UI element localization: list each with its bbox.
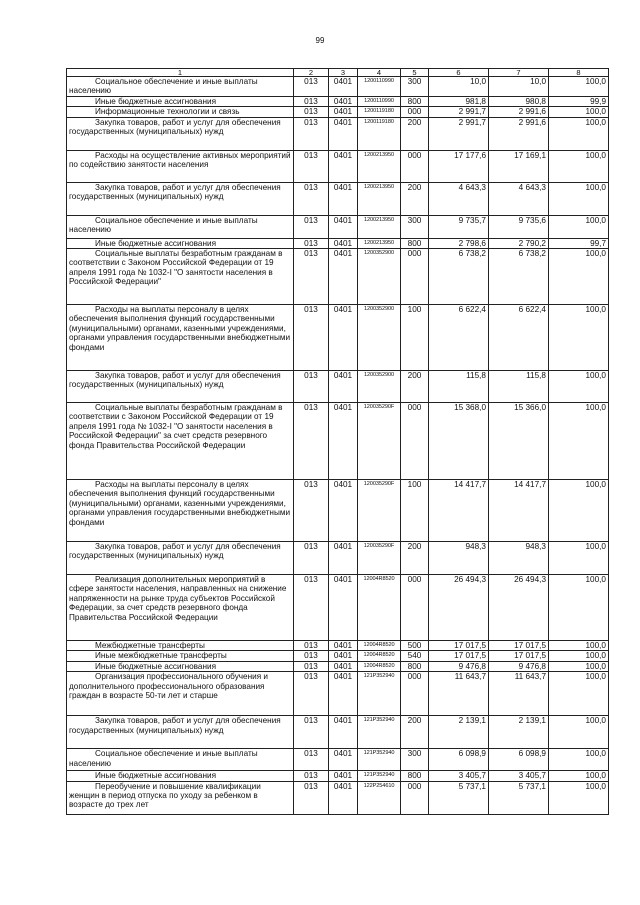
target-article-cell: 121P352940 [358,749,401,771]
target-article-cell: 1200110990 [358,77,401,97]
section-code-cell: 0401 [329,661,358,671]
table-row [67,117,609,150]
table-row [67,238,609,248]
table-row [67,403,609,480]
grbs-code-cell: 013 [294,651,329,661]
table-row [67,716,609,749]
section-code-cell: 0401 [329,480,358,542]
planned-amount-cell: 981,8 [429,96,489,106]
planned-amount-cell: 5 737,1 [429,781,489,814]
target-article-cell: 122P254610 [358,781,401,814]
section-code-cell: 0401 [329,150,358,182]
expense-type-cell: 200 [401,182,429,215]
execution-percent-cell: 100,0 [549,651,609,661]
item-name: Реализация дополнительных мероприятий в сфере занятости населения, направленных на снижение напряженности на рынке труда субъектов Российской Федерации, за счет средств резервного фонда Правительства Российской Федерации [69,575,287,622]
item-name: Иные бюджетные ассигнования [95,238,217,248]
section-code-cell: 0401 [329,182,358,215]
executed-amount-cell: 4 643,3 [489,182,549,215]
target-article-cell: 120035290F [358,480,401,542]
target-article-cell: 1200119180 [358,107,401,117]
target-article-cell: 12004R8520 [358,641,401,651]
section-code-cell: 0401 [329,542,358,575]
item-name-cell [67,182,294,215]
grbs-code-cell: 013 [294,305,329,371]
section-code-cell: 0401 [329,96,358,106]
execution-percent-cell: 100,0 [549,182,609,215]
item-name: Межбюджетные трансферты [95,641,205,651]
table-row [67,215,609,238]
table-row [67,661,609,671]
expense-type-cell: 000 [401,107,429,117]
table-row [67,771,609,781]
execution-percent-cell: 100,0 [549,672,609,716]
table-row [67,96,609,106]
header-cell: 2 [294,69,329,77]
planned-amount-cell: 11 643,7 [429,672,489,716]
table-row [67,305,609,371]
header-cell: 4 [358,69,401,77]
item-name: Расходы на осуществление активных мероприятий по содействию занятости населения [69,150,291,170]
execution-percent-cell: 99,9 [549,96,609,106]
item-name-cell [67,249,294,305]
item-name-cell [67,672,294,716]
execution-percent-cell: 100,0 [549,403,609,480]
expense-type-cell: 000 [401,249,429,305]
execution-percent-cell: 100,0 [549,305,609,371]
item-name: Иные бюджетные ассигнования [95,661,217,671]
expense-type-cell: 800 [401,771,429,781]
execution-percent-cell: 100,0 [549,661,609,671]
item-name-cell [67,771,294,781]
section-code-cell: 0401 [329,771,358,781]
target-article-cell: 1200213950 [358,238,401,248]
item-name-cell [67,77,294,97]
executed-amount-cell: 115,8 [489,371,549,403]
execution-percent-cell: 100,0 [549,117,609,150]
execution-percent-cell: 100,0 [549,77,609,97]
target-article-cell: 12004R8520 [358,661,401,671]
item-name-cell [67,107,294,117]
executed-amount-cell: 2 139,1 [489,716,549,749]
planned-amount-cell: 2 139,1 [429,716,489,749]
item-name: Закупка товаров, работ и услуг для обеспечения государственных (муниципальных) нужд [69,117,281,137]
target-article-cell: 1200119180 [358,117,401,150]
execution-percent-cell: 100,0 [549,215,609,238]
table-row [67,480,609,542]
table-row [67,107,609,117]
planned-amount-cell: 6 098,9 [429,749,489,771]
expense-type-cell: 300 [401,77,429,97]
execution-percent-cell: 99,7 [549,238,609,248]
expense-type-cell: 000 [401,672,429,716]
planned-amount-cell: 4 643,3 [429,182,489,215]
executed-amount-cell: 5 737,1 [489,781,549,814]
item-name: Иные бюджетные ассигнования [95,771,217,781]
section-code-cell: 0401 [329,716,358,749]
planned-amount-cell: 2 798,6 [429,238,489,248]
table-row [67,371,609,403]
section-code-cell: 0401 [329,749,358,771]
page-number: 99 [315,36,325,45]
header-cell: 3 [329,69,358,77]
executed-amount-cell: 10,0 [489,77,549,97]
grbs-code-cell: 013 [294,641,329,651]
grbs-code-cell: 013 [294,480,329,542]
executed-amount-cell: 17 017,5 [489,651,549,661]
planned-amount-cell: 26 494,3 [429,575,489,641]
item-name-cell [67,403,294,480]
section-code-cell: 0401 [329,672,358,716]
execution-percent-cell: 100,0 [549,575,609,641]
item-name-cell [67,651,294,661]
planned-amount-cell: 948,3 [429,542,489,575]
planned-amount-cell: 9 735,7 [429,215,489,238]
target-article-cell: 1200352900 [358,371,401,403]
executed-amount-cell: 2 991,6 [489,107,549,117]
table-row [67,651,609,661]
execution-percent-cell: 100,0 [549,371,609,403]
item-name: Закупка товаров, работ и услуг для обеспечения государственных (муниципальных) нужд [69,371,281,390]
target-article-cell: 1200110990 [358,96,401,106]
table-row [67,749,609,771]
planned-amount-cell: 2 991,7 [429,107,489,117]
execution-percent-cell: 100,0 [549,107,609,117]
planned-amount-cell: 14 417,7 [429,480,489,542]
executed-amount-cell: 2 991,6 [489,117,549,150]
execution-percent-cell: 100,0 [549,781,609,814]
target-article-cell: 1200213950 [358,182,401,215]
expense-type-cell: 540 [401,651,429,661]
expense-type-cell: 100 [401,480,429,542]
item-name: Закупка товаров, работ и услуг для обеспечения государственных (муниципальных) нужд [69,182,281,202]
table-row [67,77,609,97]
target-article-cell: 1200352900 [358,305,401,371]
executed-amount-cell: 17 169,1 [489,150,549,182]
column-number-row [67,69,609,77]
planned-amount-cell: 6 622,4 [429,305,489,371]
grbs-code-cell: 013 [294,215,329,238]
grbs-code-cell: 013 [294,182,329,215]
item-name: Социальное обеспечение и иные выплаты населению [69,749,258,768]
expense-type-cell: 000 [401,781,429,814]
expense-type-cell: 200 [401,371,429,403]
executed-amount-cell: 26 494,3 [489,575,549,641]
execution-percent-cell: 100,0 [549,749,609,771]
expense-type-cell: 500 [401,641,429,651]
item-name: Иные межбюджетные трансферты [95,651,227,661]
grbs-code-cell: 013 [294,716,329,749]
planned-amount-cell: 17 177,6 [429,150,489,182]
item-name-cell [67,749,294,771]
grbs-code-cell: 013 [294,96,329,106]
section-code-cell: 0401 [329,305,358,371]
table-row [67,672,609,716]
executed-amount-cell: 17 017,5 [489,641,549,651]
item-name-cell [67,641,294,651]
table-row [67,542,609,575]
grbs-code-cell: 013 [294,107,329,117]
expense-type-cell: 200 [401,716,429,749]
header-cell: 6 [429,69,489,77]
section-code-cell: 0401 [329,249,358,305]
grbs-code-cell: 013 [294,542,329,575]
target-article-cell: 1200213950 [358,215,401,238]
item-name: Информационные технологии и связь [95,107,240,117]
item-name-cell [67,716,294,749]
item-name: Закупка товаров, работ и услуг для обеспечения государственных (муниципальных) нужд [69,716,281,735]
planned-amount-cell: 3 405,7 [429,771,489,781]
section-code-cell: 0401 [329,403,358,480]
executed-amount-cell: 11 643,7 [489,672,549,716]
grbs-code-cell: 013 [294,371,329,403]
section-code-cell: 0401 [329,215,358,238]
section-code-cell: 0401 [329,238,358,248]
execution-percent-cell: 100,0 [549,480,609,542]
target-article-cell: 120035290F [358,542,401,575]
section-code-cell: 0401 [329,641,358,651]
item-name-cell [67,661,294,671]
executed-amount-cell: 6 738,2 [489,249,549,305]
executed-amount-cell: 9 735,6 [489,215,549,238]
section-code-cell: 0401 [329,371,358,403]
expense-type-cell: 300 [401,215,429,238]
section-code-cell: 0401 [329,77,358,97]
expense-type-cell: 000 [401,150,429,182]
target-article-cell: 12004R8520 [358,575,401,641]
target-article-cell: 121P352940 [358,716,401,749]
grbs-code-cell: 013 [294,77,329,97]
expense-type-cell: 200 [401,117,429,150]
execution-percent-cell: 100,0 [549,249,609,305]
grbs-code-cell: 013 [294,238,329,248]
item-name: Закупка товаров, работ и услуг для обеспечения государственных (муниципальных) нужд [69,542,281,561]
execution-percent-cell: 100,0 [549,542,609,575]
execution-percent-cell: 100,0 [549,771,609,781]
item-name: Переобучение и повышение квалификации женщин в период отпуска по уходу за ребенком в возрасте до трех лет [69,781,261,810]
item-name-cell [67,575,294,641]
item-name-cell [67,305,294,371]
section-code-cell: 0401 [329,107,358,117]
table-row [67,150,609,182]
section-code-cell: 0401 [329,575,358,641]
table-row [67,249,609,305]
section-code-cell: 0401 [329,781,358,814]
planned-amount-cell: 9 476,8 [429,661,489,671]
grbs-code-cell: 013 [294,117,329,150]
grbs-code-cell: 013 [294,749,329,771]
header-cell: 7 [489,69,549,77]
execution-percent-cell: 100,0 [549,641,609,651]
executed-amount-cell: 15 366,0 [489,403,549,480]
item-name: Расходы на выплаты персоналу в целях обеспечения выполнения функций государственными (муниципальными) органами, казенными учреждениями, органами управления государственными внебюджетными фондами [69,480,291,527]
executed-amount-cell: 2 790,2 [489,238,549,248]
item-name-cell [67,542,294,575]
planned-amount-cell: 17 017,5 [429,641,489,651]
executed-amount-cell: 6 622,4 [489,305,549,371]
planned-amount-cell: 15 368,0 [429,403,489,480]
planned-amount-cell: 10,0 [429,77,489,97]
executed-amount-cell: 6 098,9 [489,749,549,771]
item-name: Социальное обеспечение и иные выплаты населению [69,77,258,96]
grbs-code-cell: 013 [294,403,329,480]
target-article-cell: 121P352940 [358,672,401,716]
table-row [67,575,609,641]
item-name: Социальные выплаты безработным гражданам в соответствии с Законом Российской Федерации от 19 апреля 1991 года № 1032-I "О занятости населения в Российской Федерации" за счет средств резервного фонда Правительства Российской Федерации [69,403,283,450]
expense-type-cell: 200 [401,542,429,575]
execution-percent-cell: 100,0 [549,716,609,749]
item-name-cell [67,150,294,182]
item-name-cell [67,215,294,238]
grbs-code-cell: 013 [294,781,329,814]
expense-type-cell: 100 [401,305,429,371]
executed-amount-cell: 980,8 [489,96,549,106]
target-article-cell: 12004R8520 [358,651,401,661]
planned-amount-cell: 6 738,2 [429,249,489,305]
expense-type-cell: 000 [401,575,429,641]
grbs-code-cell: 013 [294,575,329,641]
executed-amount-cell: 3 405,7 [489,771,549,781]
expense-type-cell: 800 [401,238,429,248]
execution-percent-cell: 100,0 [549,150,609,182]
expense-type-cell: 800 [401,661,429,671]
item-name-cell [67,96,294,106]
executed-amount-cell: 948,3 [489,542,549,575]
item-name: Расходы на выплаты персоналу в целях обеспечения выполнения функций государственными (муниципальными) органами, казенными учреждениями, органами управления государственными внебюджетными фондами [69,305,291,352]
section-code-cell: 0401 [329,651,358,661]
grbs-code-cell: 013 [294,771,329,781]
item-name-cell [67,480,294,542]
planned-amount-cell: 115,8 [429,371,489,403]
expense-type-cell: 300 [401,749,429,771]
grbs-code-cell: 013 [294,672,329,716]
executed-amount-cell: 14 417,7 [489,480,549,542]
section-code-cell: 0401 [329,117,358,150]
grbs-code-cell: 013 [294,150,329,182]
header-cell: 1 [67,69,294,77]
header-cell: 5 [401,69,429,77]
planned-amount-cell: 2 991,7 [429,117,489,150]
target-article-cell: 120035290F [358,403,401,480]
executed-amount-cell: 9 476,8 [489,661,549,671]
target-article-cell: 1200352900 [358,249,401,305]
item-name-cell [67,371,294,403]
grbs-code-cell: 013 [294,661,329,671]
table-row [67,781,609,814]
item-name: Социальные выплаты безработным гражданам в соответствии с Законом Российской Федерации от 19 апреля 1991 года № 1032-I "О занятости населения в Российской Федерации" [69,249,283,287]
budget-table [66,68,609,815]
item-name: Иные бюджетные ассигнования [95,96,217,106]
expense-type-cell: 800 [401,96,429,106]
item-name: Социальное обеспечение и иные выплаты населению [69,215,258,235]
target-article-cell: 1200213950 [358,150,401,182]
table-row [67,182,609,215]
planned-amount-cell: 17 017,5 [429,651,489,661]
header-cell: 8 [549,69,609,77]
expense-type-cell: 000 [401,403,429,480]
item-name-cell [67,781,294,814]
item-name: Организация профессионального обучения и дополнительного профессионального образования граждан в возрасте 50-ти лет и старше [69,672,268,701]
item-name-cell [67,238,294,248]
grbs-code-cell: 013 [294,249,329,305]
item-name-cell [67,117,294,150]
table-row [67,641,609,651]
target-article-cell: 121P352940 [358,771,401,781]
